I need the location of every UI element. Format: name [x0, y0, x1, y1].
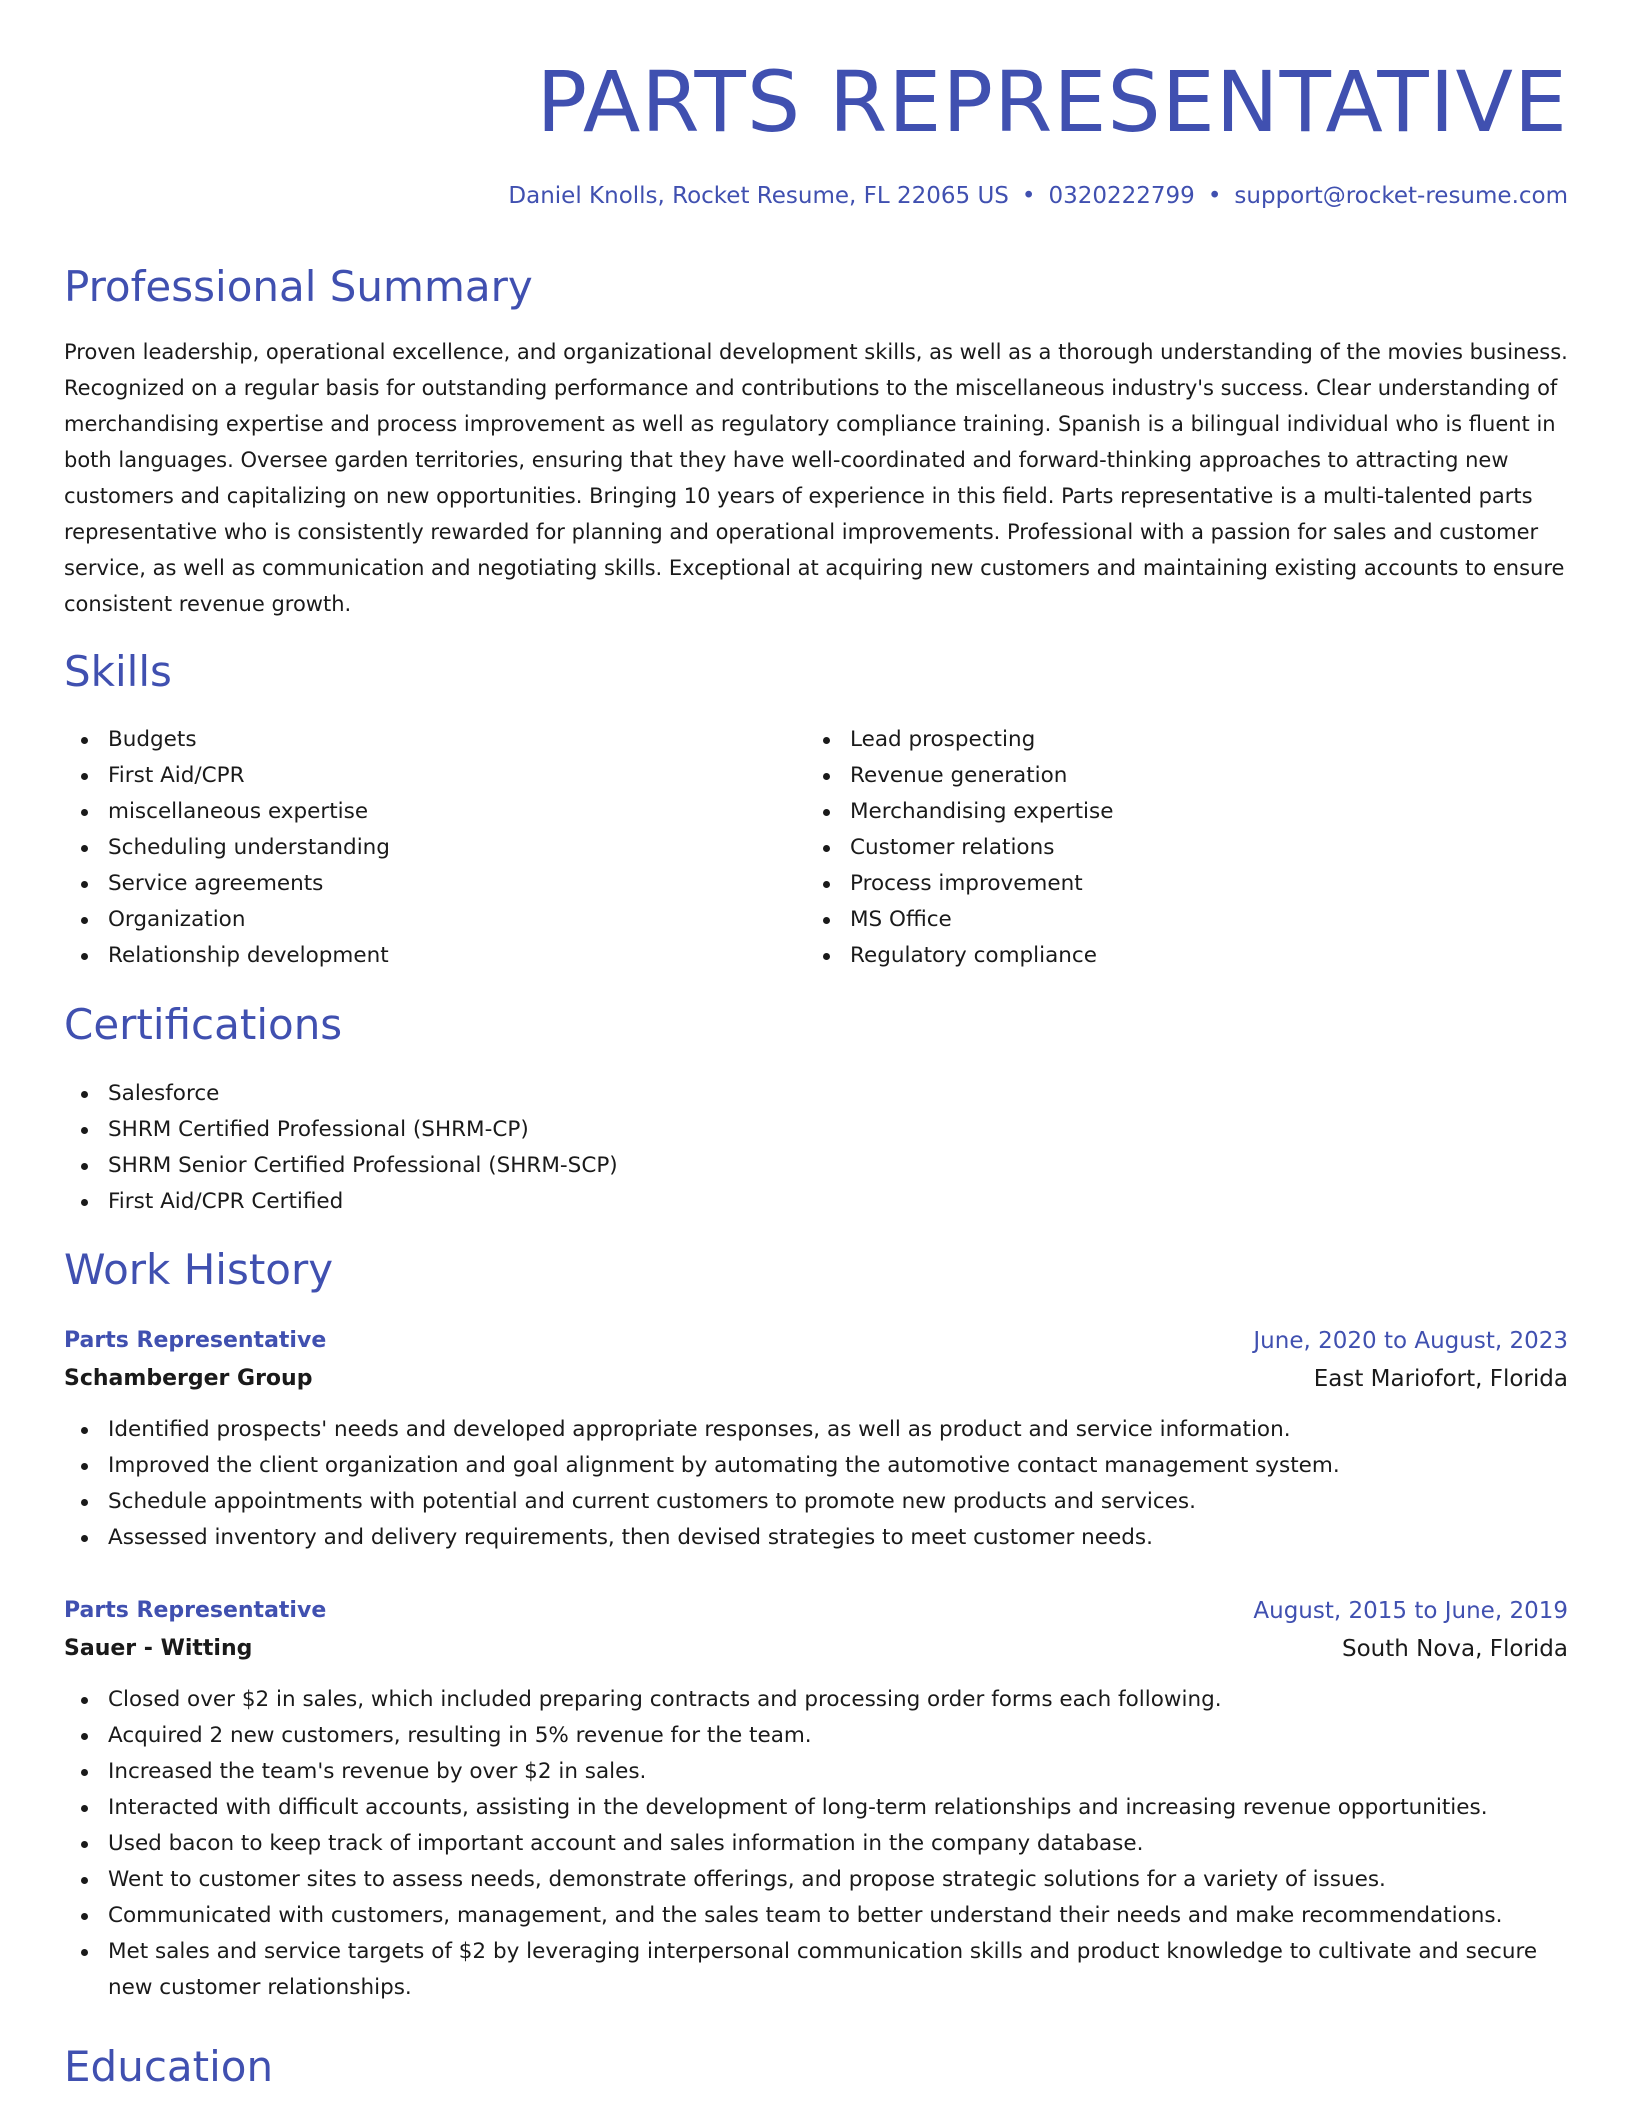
- list-item: Used bacon to keep track of important account and sales information in the company database.: [64, 1826, 1568, 1862]
- resume-name: PARTS REPRESENTATIVE: [536, 53, 1568, 151]
- job-bullets: [64, 1412, 1568, 1556]
- list-item: Closed over $2 in sales, which included preparing contracts and processing order forms each following.: [64, 1682, 1568, 1718]
- job-bullets: [64, 1682, 1568, 2006]
- section-title-education: Education: [64, 2042, 274, 2091]
- job-dates: June, 2020 to August, 2023: [1253, 1328, 1568, 1354]
- job-entry: [64, 1322, 1568, 1556]
- list-item: Communicated with customers, management, and the sales team to better understand their needs and make recommendations.: [64, 1898, 1568, 1934]
- list-item: Budgets: [64, 722, 764, 758]
- certifications-list: [64, 1076, 1568, 1220]
- job-company: Schamberger Group: [64, 1366, 313, 1391]
- section-title-certifications: Certifications: [64, 1000, 343, 1049]
- list-item: Customer relations: [806, 830, 1506, 866]
- list-item: Improved the client organization and goal alignment by automating the automotive contact management system.: [64, 1448, 1568, 1484]
- list-item: Relationship development: [64, 938, 764, 974]
- list-item: Identified prospects' needs and developed appropriate responses, as well as product and service information.: [64, 1412, 1568, 1448]
- contact-email[interactable]: support@rocket-resume.com: [1234, 183, 1568, 209]
- list-item: Service agreements: [64, 866, 764, 902]
- list-item: Increased the team's revenue by over $2 in sales.: [64, 1754, 1568, 1790]
- contact-phone: 0320222799: [1048, 183, 1195, 209]
- job-location: South Nova, Florida: [1342, 1636, 1568, 1662]
- list-item: Regulatory compliance: [806, 938, 1506, 974]
- list-item: Revenue generation: [806, 758, 1506, 794]
- section-title-skills: Skills: [64, 647, 172, 696]
- list-item: SHRM Certified Professional (SHRM-CP): [64, 1112, 1568, 1148]
- job-company-row: [64, 1360, 1568, 1398]
- list-item: Process improvement: [806, 866, 1506, 902]
- job-entry: [64, 1592, 1568, 2006]
- skills-list-left: [64, 722, 764, 974]
- list-item: MS Office: [806, 902, 1506, 938]
- list-item: Met sales and service targets of $2 by leveraging interpersonal communication skills and product knowledge to cultivate and secure new customer relationships.: [64, 1934, 1568, 2006]
- list-item: miscellaneous expertise: [64, 794, 764, 830]
- list-item: Schedule appointments with potential and current customers to promote new products and services.: [64, 1484, 1568, 1520]
- skills-list-right: [806, 722, 1506, 974]
- job-header-row: [64, 1322, 1568, 1360]
- contact-separator: •: [1021, 183, 1036, 209]
- list-item: Acquired 2 new customers, resulting in 5% revenue for the team.: [64, 1718, 1568, 1754]
- list-item: SHRM Senior Certified Professional (SHRM-SCP): [64, 1148, 1568, 1184]
- job-dates: August, 2015 to June, 2019: [1253, 1598, 1568, 1624]
- list-item: Interacted with difficult accounts, assisting in the development of long-term relationships and increasing revenue opportunities.: [64, 1790, 1568, 1826]
- section-title-summary: Professional Summary: [64, 262, 533, 311]
- list-item: Went to customer sites to assess needs, demonstrate offerings, and propose strategic solutions for a variety of issues.: [64, 1862, 1568, 1898]
- job-company: Sauer - Witting: [64, 1636, 253, 1661]
- list-item: First Aid/CPR: [64, 758, 764, 794]
- list-item: First Aid/CPR Certified: [64, 1184, 1568, 1220]
- job-title: Parts Representative: [64, 1328, 327, 1353]
- contact-line: [508, 178, 1568, 214]
- job-header-row: [64, 1592, 1568, 1630]
- job-location: East Mariofort, Florida: [1313, 1366, 1568, 1392]
- list-item: Lead prospecting: [806, 722, 1506, 758]
- list-item: Merchandising expertise: [806, 794, 1506, 830]
- section-title-work-history: Work History: [64, 1245, 334, 1294]
- summary-text: Proven leadership, operational excellence, and organizational development skills, as well as a thorough understanding of the movies business. Recognized on a regular basis for outstanding performance and contributions to the miscellaneous industry's success. Clear understanding of merchandising expertise and process improvement as well as regulatory compliance training. Spanish is a bilingual individual who is fluent in both languages. Oversee garden territories, ensuring that they have well-coordinated and forward-thinking approaches to attracting new customers and capitalizing on new opportunities. Bringing 10 years of experience in this field. Parts representative is a multi-talented parts representative who is consistently rewarded for planning and operational improvements. Professional with a passion for sales and customer service, as well as communication and negotiating skills. Exceptional at acquiring new customers and maintaining existing accounts to ensure consistent revenue growth.: [64, 340, 1568, 616]
- job-company-row: [64, 1630, 1568, 1668]
- contact-separator: •: [1207, 183, 1222, 209]
- contact-address: Daniel Knolls, Rocket Resume, FL 22065 US: [508, 183, 1009, 209]
- list-item: Organization: [64, 902, 764, 938]
- job-title: Parts Representative: [64, 1598, 327, 1623]
- list-item: Salesforce: [64, 1076, 1568, 1112]
- list-item: Scheduling understanding: [64, 830, 764, 866]
- list-item: Assessed inventory and delivery requirements, then devised strategies to meet customer needs.: [64, 1520, 1568, 1556]
